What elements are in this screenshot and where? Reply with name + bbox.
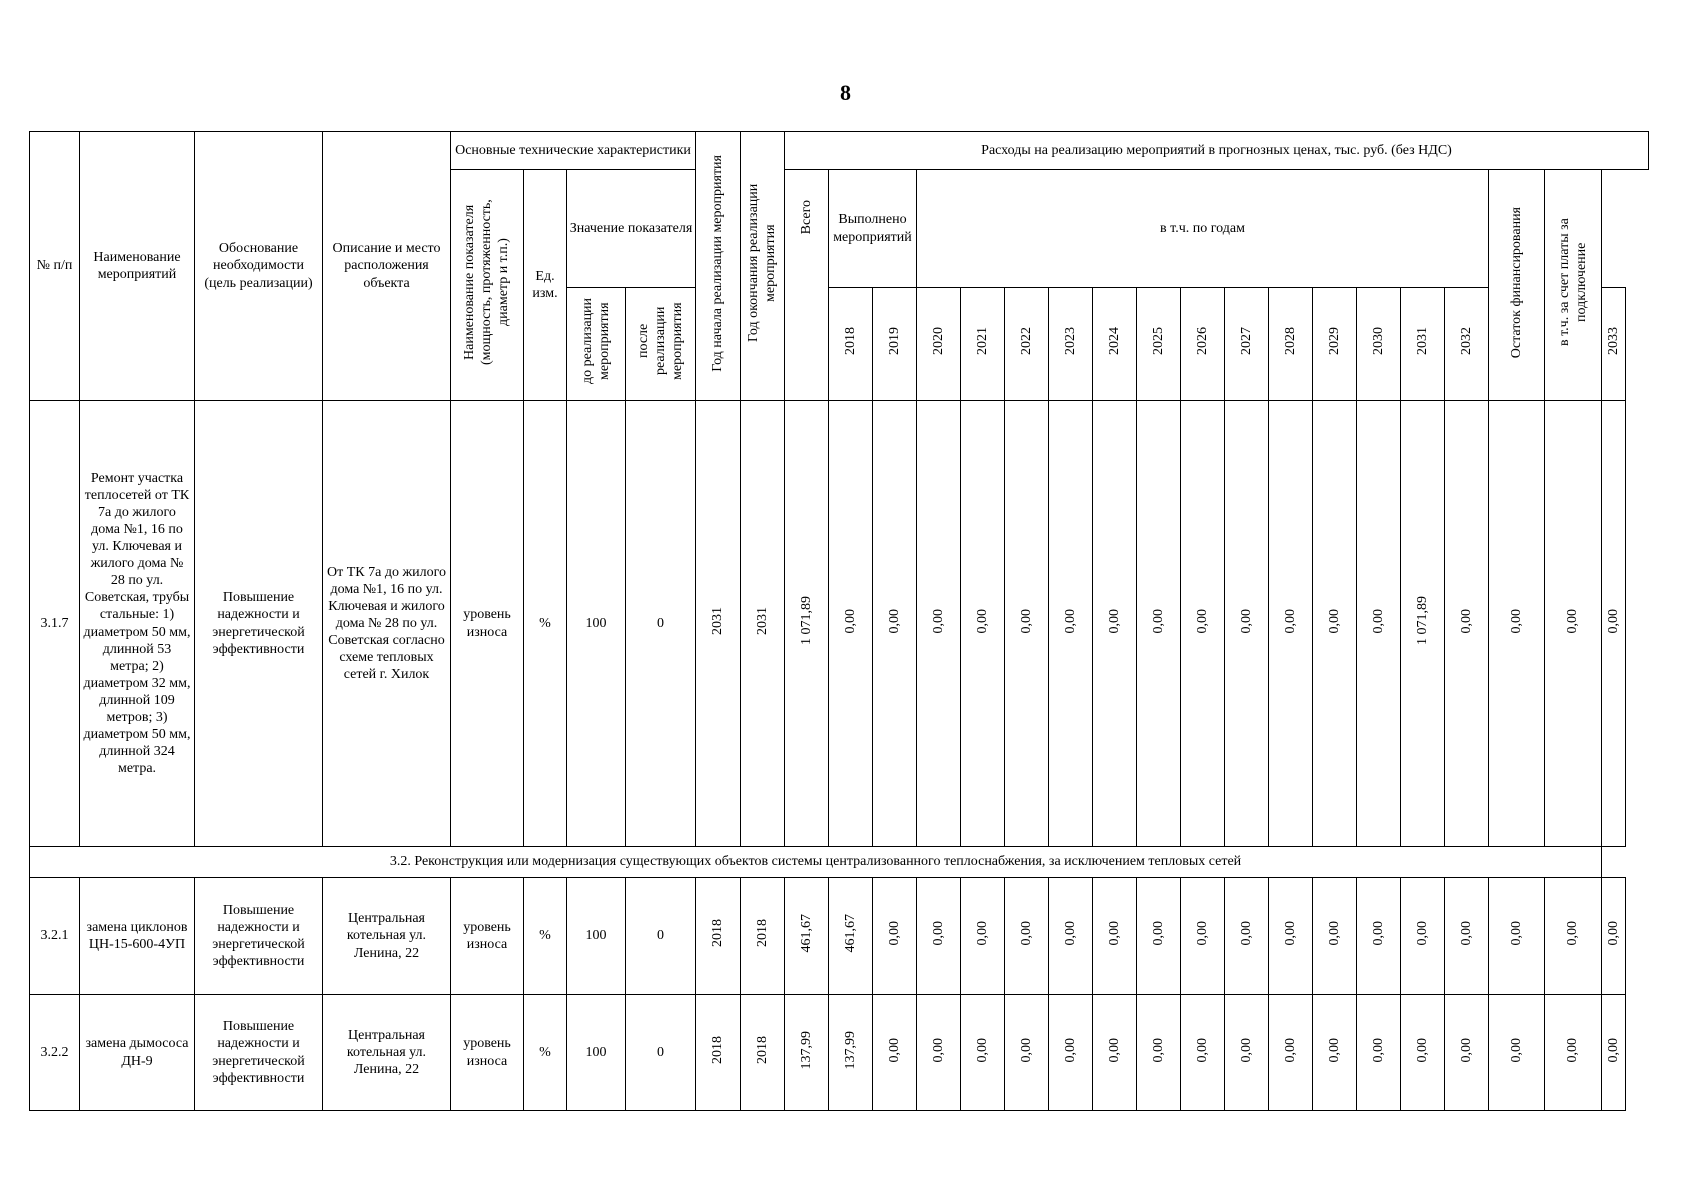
row-indicator: уровень износа	[451, 995, 524, 1111]
row-year-start: 2031	[696, 401, 741, 847]
row-cost-2021: 0,00	[961, 401, 1005, 847]
row-remainder: 0,00	[1545, 995, 1602, 1111]
row-cost-2025: 0,00	[1137, 401, 1181, 847]
row-value-after: 0	[626, 995, 696, 1111]
row-cost-2030: 0,00	[1357, 401, 1401, 847]
header-year-2031: 2031	[1401, 288, 1445, 401]
row-name: Ремонт участка теплосетей от ТК 7а до жилого дома №1, 16 по ул. Ключевая и жилого дома № 28 по ул. Советская, трубы стальные: 1) диаметром 50 мм, длинной 53 метра; 2) диаметром 32 мм, длинной 109 метров; 3) диаметром 50 мм, длинной 324 метра.	[80, 401, 195, 847]
row-cost-2031: 0,00	[1401, 995, 1445, 1111]
row-indicator: уровень износа	[451, 401, 524, 847]
row-total: 461,67	[785, 878, 829, 995]
row-cost-2024: 0,00	[1093, 401, 1137, 847]
header-year-2030: 2030	[1357, 288, 1401, 401]
row-cost-2019: 0,00	[873, 995, 917, 1111]
row-cost-2023: 0,00	[1049, 995, 1093, 1111]
row-cost-2032: 0,00	[1445, 878, 1489, 995]
row-cost-2032: 0,00	[1445, 995, 1489, 1111]
header-year-2033: 2033	[1602, 288, 1626, 401]
header-description: Описание и место расположения объекта	[323, 132, 451, 401]
row-cost-2022: 0,00	[1005, 401, 1049, 847]
row-cost-2028: 0,00	[1269, 995, 1313, 1111]
row-connection-fee: 0,00	[1602, 401, 1626, 847]
row-cost-2020: 0,00	[917, 995, 961, 1111]
row-reason: Повышение надежности и энергетической эффективности	[195, 401, 323, 847]
row-cost-2024: 0,00	[1093, 878, 1137, 995]
header-remainder: Остаток финансирования	[1489, 170, 1545, 401]
header-year-2021: 2021	[961, 288, 1005, 401]
header-year-2019: 2019	[873, 288, 917, 401]
header-value-after: после реализации мероприятия	[626, 288, 696, 401]
investment-table	[29, 131, 1649, 1111]
header-name: Наименование мероприятий	[80, 132, 195, 401]
row-cost-2018: 0,00	[829, 401, 873, 847]
header-by-years-group: в т.ч. по годам	[917, 170, 1489, 288]
header-year-2025: 2025	[1137, 288, 1181, 401]
row-year-end: 2018	[741, 995, 785, 1111]
row-cost-2019: 0,00	[873, 878, 917, 995]
header-year-2032: 2032	[1445, 288, 1489, 401]
row-cost-2027: 0,00	[1225, 995, 1269, 1111]
header-num: № п/п	[30, 132, 80, 401]
row-remainder: 0,00	[1545, 401, 1602, 847]
row-cost-2026: 0,00	[1181, 995, 1225, 1111]
section-row	[30, 847, 1649, 878]
row-cost-2022: 0,00	[1005, 878, 1049, 995]
row-cost-2028: 0,00	[1269, 878, 1313, 995]
header-year-2027: 2027	[1225, 288, 1269, 401]
row-cost-2029: 0,00	[1313, 401, 1357, 847]
row-cost-2027: 0,00	[1225, 401, 1269, 847]
header-costs-group: Расходы на реализацию мероприятий в прогнозных ценах, тыс. руб. (без НДС)	[785, 132, 1649, 170]
row-cost-2033: 0,00	[1489, 878, 1545, 995]
header-value-before: до реализации мероприятия	[567, 288, 626, 401]
row-cost-2023: 0,00	[1049, 878, 1093, 995]
row-reason: Повышение надежности и энергетической эффективности	[195, 995, 323, 1111]
row-num: 3.2.2	[30, 995, 80, 1111]
header-year-2029: 2029	[1313, 288, 1357, 401]
header-value-group: Значение показателя	[567, 170, 696, 288]
row-connection-fee: 0,00	[1602, 878, 1626, 995]
row-cost-2019: 0,00	[873, 401, 917, 847]
section-title: 3.2. Реконструкция или модернизация существующих объектов системы централизованного теплоснабжения, за исключением тепловых сетей	[30, 847, 1602, 878]
row-cost-2030: 0,00	[1357, 878, 1401, 995]
row-value-before: 100	[567, 401, 626, 847]
row-indicator: уровень износа	[451, 878, 524, 995]
header-tech-group: Основные технические характеристики	[451, 132, 696, 170]
row-cost-2026: 0,00	[1181, 401, 1225, 847]
row-num: 3.1.7	[30, 401, 80, 847]
header-year-2024: 2024	[1093, 288, 1137, 401]
row-value-before: 100	[567, 995, 626, 1111]
row-value-after: 0	[626, 878, 696, 995]
row-description: Центральная котельная ул. Ленина, 22	[323, 878, 451, 995]
header-indicator: Наименование показателя (мощность, протяженность, диаметр и т.п.)	[451, 170, 524, 401]
row-year-start: 2018	[696, 995, 741, 1111]
row-cost-2020: 0,00	[917, 401, 961, 847]
row-name: замена дымососа ДН-9	[80, 995, 195, 1111]
row-name: замена циклонов ЦН-15-600-4УП	[80, 878, 195, 995]
header-unit: Ед. изм.	[524, 170, 567, 401]
row-cost-2022: 0,00	[1005, 995, 1049, 1111]
row-cost-2020: 0,00	[917, 878, 961, 995]
row-description: От ТК 7а до жилого дома №1, 16 по ул. Ключевая и жилого дома № 28 по ул. Советская согласно схеме тепловых сетей г. Хилок	[323, 401, 451, 847]
row-cost-2032: 0,00	[1445, 401, 1489, 847]
row-unit: %	[524, 401, 567, 847]
row-cost-2018: 137,99	[829, 995, 873, 1111]
row-cost-2023: 0,00	[1049, 401, 1093, 847]
row-remainder: 0,00	[1545, 878, 1602, 995]
row-cost-2033: 0,00	[1489, 995, 1545, 1111]
row-year-end: 2018	[741, 878, 785, 995]
row-cost-2029: 0,00	[1313, 878, 1357, 995]
row-value-before: 100	[567, 878, 626, 995]
row-total: 1 071,89	[785, 401, 829, 847]
row-year-start: 2018	[696, 878, 741, 995]
header-total: Всего	[785, 170, 829, 401]
row-cost-2018: 461,67	[829, 878, 873, 995]
row-reason: Повышение надежности и энергетической эффективности	[195, 878, 323, 995]
row-year-end: 2031	[741, 401, 785, 847]
row-cost-2033: 0,00	[1489, 401, 1545, 847]
header-year-2026: 2026	[1181, 288, 1225, 401]
row-cost-2027: 0,00	[1225, 878, 1269, 995]
header-year-2020: 2020	[917, 288, 961, 401]
row-cost-2026: 0,00	[1181, 878, 1225, 995]
row-total: 137,99	[785, 995, 829, 1111]
row-cost-2029: 0,00	[1313, 995, 1357, 1111]
row-connection-fee: 0,00	[1602, 995, 1626, 1111]
row-cost-2030: 0,00	[1357, 995, 1401, 1111]
row-value-after: 0	[626, 401, 696, 847]
row-cost-2024: 0,00	[1093, 995, 1137, 1111]
row-unit: %	[524, 995, 567, 1111]
header-year-2018: 2018	[829, 288, 873, 401]
row-cost-2028: 0,00	[1269, 401, 1313, 847]
header-year-2023: 2023	[1049, 288, 1093, 401]
row-cost-2031: 0,00	[1401, 878, 1445, 995]
row-description: Центральная котельная ул. Ленина, 22	[323, 995, 451, 1111]
header-connection-fee: в т.ч. за счет платы за подключение	[1545, 170, 1602, 401]
header-done-group: Выполнено мероприятий	[829, 170, 917, 288]
header-year-end: Год окончания реализации мероприятия	[741, 132, 785, 401]
row-cost-2031: 1 071,89	[1401, 401, 1445, 847]
table-row	[30, 878, 1649, 995]
table-row	[30, 401, 1649, 847]
header-year-2028: 2028	[1269, 288, 1313, 401]
row-num: 3.2.1	[30, 878, 80, 995]
header-year-2022: 2022	[1005, 288, 1049, 401]
header-year-start: Год начала реализации мероприятия	[696, 132, 741, 401]
row-cost-2025: 0,00	[1137, 995, 1181, 1111]
row-cost-2021: 0,00	[961, 878, 1005, 995]
row-cost-2025: 0,00	[1137, 878, 1181, 995]
row-cost-2021: 0,00	[961, 995, 1005, 1111]
row-unit: %	[524, 878, 567, 995]
header-reason: Обоснование необходимости (цель реализации)	[195, 132, 323, 401]
page-number: 8	[840, 80, 851, 105]
table-row	[30, 995, 1649, 1111]
